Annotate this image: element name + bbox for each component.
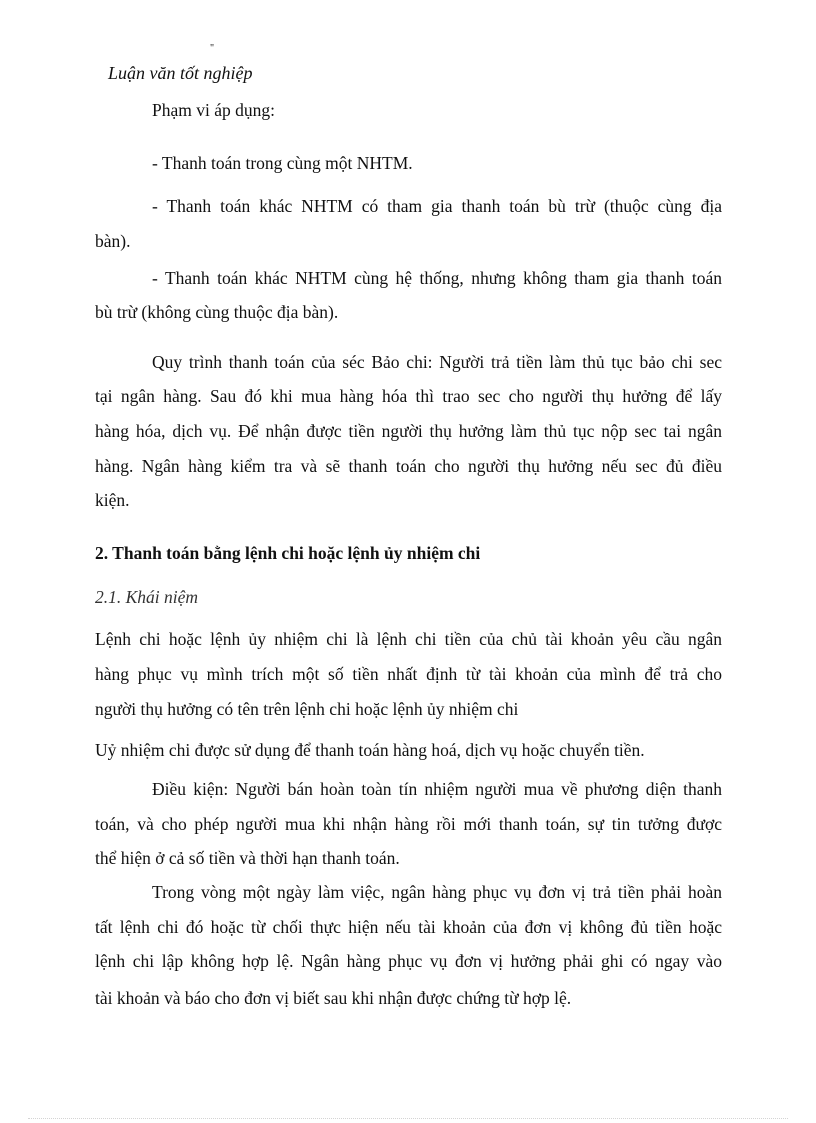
process-line-2: tại ngân hàng. Sau đó khi mua hàng hóa thì trao sec cho người thụ hưởng để lấy [95,386,722,406]
condition-line-2: toán, và cho phép người mua khi nhận hàng rồi mới thanh toán, sự tin tưởng được [95,814,722,834]
timing-line-3: lệnh chi lập không hợp lệ. Ngân hàng phục vụ đơn vị hưởng phải ghi có ngay vào [95,951,722,971]
process-line-3: hàng hóa, dịch vụ. Để nhận được tiền người thụ hưởng làm thủ tục nộp sec tai ngân [95,421,722,441]
scope-item-1: - Thanh toán trong cùng một NHTM. [152,153,413,173]
document-header-title: Luận văn tốt nghiệp [108,63,253,83]
process-line-5: kiện. [95,490,130,510]
page-bottom-rule [28,1118,788,1119]
header-mark: " [210,43,215,54]
subsection-heading: 2.1. Khái niệm [95,587,199,607]
usage-line: Uỷ nhiệm chi được sử dụng để thanh toán hàng hoá, dịch vụ hoặc chuyển tiền. [95,740,645,760]
condition-line-1: Điều kiện: Người bán hoàn toàn tín nhiệm người mua về phương diện thanh [152,779,722,799]
scope-item-3-line-1: - Thanh toán khác NHTM cùng hệ thống, nhưng không tham gia thanh toán [152,268,722,288]
section-heading: 2. Thanh toán bằng lệnh chi hoặc lệnh ủy nhiệm chi [95,543,481,563]
timing-line-2: tất lệnh chi đó hoặc từ chối thực hiện nếu tài khoản của đơn vị không đủ tiền hoặc [95,917,722,937]
definition-line-3: người thụ hưởng có tên trên lệnh chi hoặc lệnh ủy nhiệm chi [95,699,519,719]
scope-item-2-line-1: - Thanh toán khác NHTM có tham gia thanh toán bù trừ (thuộc cùng địa [152,196,722,216]
scope-item-3-line-2: bù trừ (không cùng thuộc địa bàn). [95,302,339,322]
timing-line-4: tài khoản và báo cho đơn vị biết sau khi nhận được chứng từ hợp lệ. [95,988,572,1008]
scope-title: Phạm vi áp dụng: [152,100,275,120]
definition-line-2: hàng phục vụ mình trích một số tiền nhất định từ tài khoản của mình để trả cho [95,664,722,684]
process-line-1: Quy trình thanh toán của séc Bảo chi: Người trả tiền làm thủ tục bảo chi sec [152,352,722,372]
process-line-4: hàng. Ngân hàng kiểm tra và sẽ thanh toán cho người thụ hưởng nếu sec đủ điều [95,456,722,476]
scope-item-2-line-2: bàn). [95,231,131,251]
definition-line-1: Lệnh chi hoặc lệnh ủy nhiệm chi là lệnh chi tiền của chủ tài khoản yêu cầu ngân [95,629,722,649]
condition-line-3: thể hiện ở cả số tiền và thời hạn thanh toán. [95,848,400,868]
timing-line-1: Trong vòng một ngày làm việc, ngân hàng phục vụ đơn vị trả tiền phải hoàn [152,882,722,902]
